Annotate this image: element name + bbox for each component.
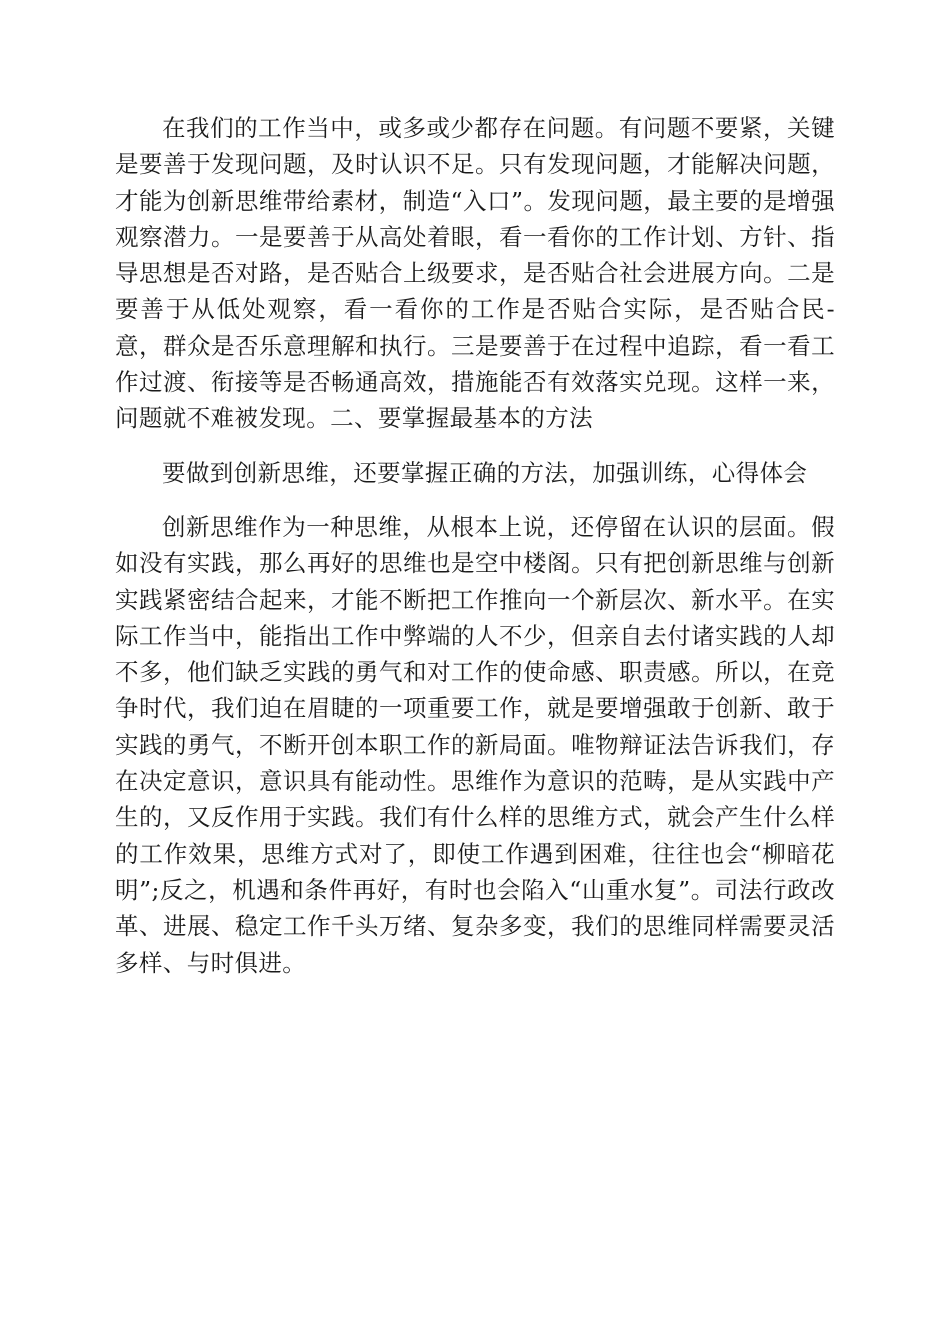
document-body xyxy=(115,110,835,999)
paragraph-3: 创新思维作为一种思维，从根本上说，还停留在认识的层面。假如没有实践，那么再好的思维也是空中楼阁。只有把创新思维与创新实践紧密结合起来，才能不断把工作推向一个新层次、新水平。在实际工作当中，能指出工作中弊端的人不少，但亲自去付诸实践的人却不多，他们缺乏实践的勇气和对工作的使命感、职责感。所以，在竞争时代，我们迫在眉睫的一项重要工作，就是要增强敢于创新、敢于实践的勇气，不断开创本职工作的新局面。唯物辩证法告诉我们，存在决定意识，意识具有能动性。思维作为意识的范畴，是从实践中产生的，又反作用于实践。我们有什么样的思维方式，就会产生什么样的工作效果，思维方式对了，即使工作遇到困难，往往也会“柳暗花明”;反之，机遇和条件再好，有时也会陷入“山重水复”。司法行政改革、进展、稳定工作千头万绪、复杂多变，我们的思维同样需要灵活多样、与时俱进。 xyxy=(115,512,835,977)
paragraph-2: 要做到创新思维，还要掌握正确的方法，加强训练，心得体会 xyxy=(162,458,808,487)
paragraph-1: 在我们的工作当中，或多或少都存在问题。有问题不要紧，关键是要善于发现问题，及时认识不足。只有发现问题，才能解决问题，才能为创新思维带给素材，制造“入口”。发现问题，最主要的是增强观察潜力。一是要善于从高处着眼，看一看你的工作计划、方针、指导思想是否对路，是否贴合上级要求，是否贴合社会进展方向。二是要善于从低处观察，看一看你的工作是否贴合实际，是否贴合民-意，群众是否乐意理解和执行。三是要善于在过程中追踪，看一看工作过渡、衔接等是否畅通高效，措施能否有效落实兑现。这样一来，问题就不难被发现。二、要掌握最基本的方法 xyxy=(115,114,835,433)
